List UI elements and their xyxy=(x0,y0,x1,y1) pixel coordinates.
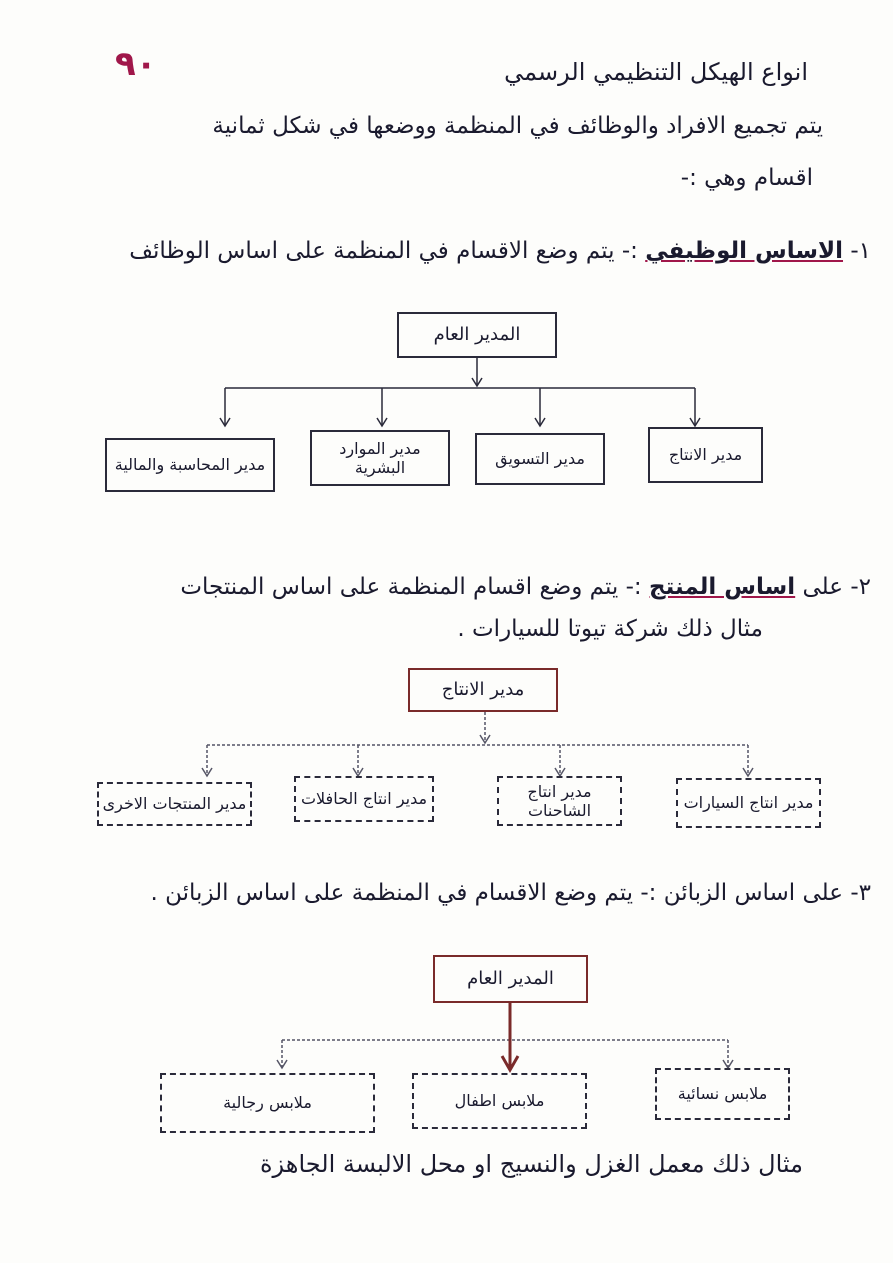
section-2-topic: اساس المنتج xyxy=(649,574,796,600)
closing-example: مثال ذلك معمل الغزل والنسيج او محل الالبسة الجاهزة xyxy=(259,1150,803,1178)
chart-2-child-4: مدير المنتجات الاخرى xyxy=(97,782,252,826)
section-2-text: :- يتم وضع اقسام المنظمة على اساس المنتجات xyxy=(180,574,642,600)
section-3-number: ٣- xyxy=(850,880,871,906)
chart-2-child-2: مدير انتاج الشاحنات xyxy=(497,776,622,826)
chart-1-child-3: مدير الموارد البشرية xyxy=(310,430,450,486)
chart-2-child-3: مدير انتاج الحافلات xyxy=(294,776,434,822)
chart-1-child-1: مدير الانتاج xyxy=(648,427,763,483)
section-2-prefix: على xyxy=(802,574,844,600)
section-2-number: ٢- xyxy=(850,574,871,600)
chart-3-root: المدير العام xyxy=(433,955,588,1003)
section-1-number: ١- xyxy=(850,238,871,264)
page-number: ٩٠ xyxy=(115,44,157,84)
chart-2-root: مدير الانتاج xyxy=(408,668,558,712)
section-3-text: على اساس الزبائن :- يتم وضع الاقسام في المنظمة على اساس الزبائن . xyxy=(150,880,844,906)
chart-1-root: المدير العام xyxy=(397,312,557,358)
intro-line-1: يتم تجميع الافراد والوظائف في المنظمة ووضعها في شكل ثمانية xyxy=(212,113,823,139)
chart-1-child-2: مدير التسويق xyxy=(475,433,605,485)
chart-3-child-1: ملابس نسائية xyxy=(655,1068,790,1120)
section-1-topic: الاساس الوظيفي xyxy=(645,238,844,264)
chart-1-child-4: مدير المحاسبة والمالية xyxy=(105,438,275,492)
page-title: انواع الهيكل التنظيمي الرسمي xyxy=(504,58,808,86)
intro-line-2: اقسام وهي :- xyxy=(680,165,813,191)
chart-3-child-3: ملابس رجالية xyxy=(160,1073,375,1133)
section-2-example: مثال ذلك شركة تيوتا للسيارات . xyxy=(457,616,763,642)
chart-2-child-1: مدير انتاج السيارات xyxy=(676,778,821,828)
section-1-text: :- يتم وضع الاقسام في المنظمة على اساس الوظائف xyxy=(129,238,638,264)
chart-3-child-2: ملابس اطفال xyxy=(412,1073,587,1129)
